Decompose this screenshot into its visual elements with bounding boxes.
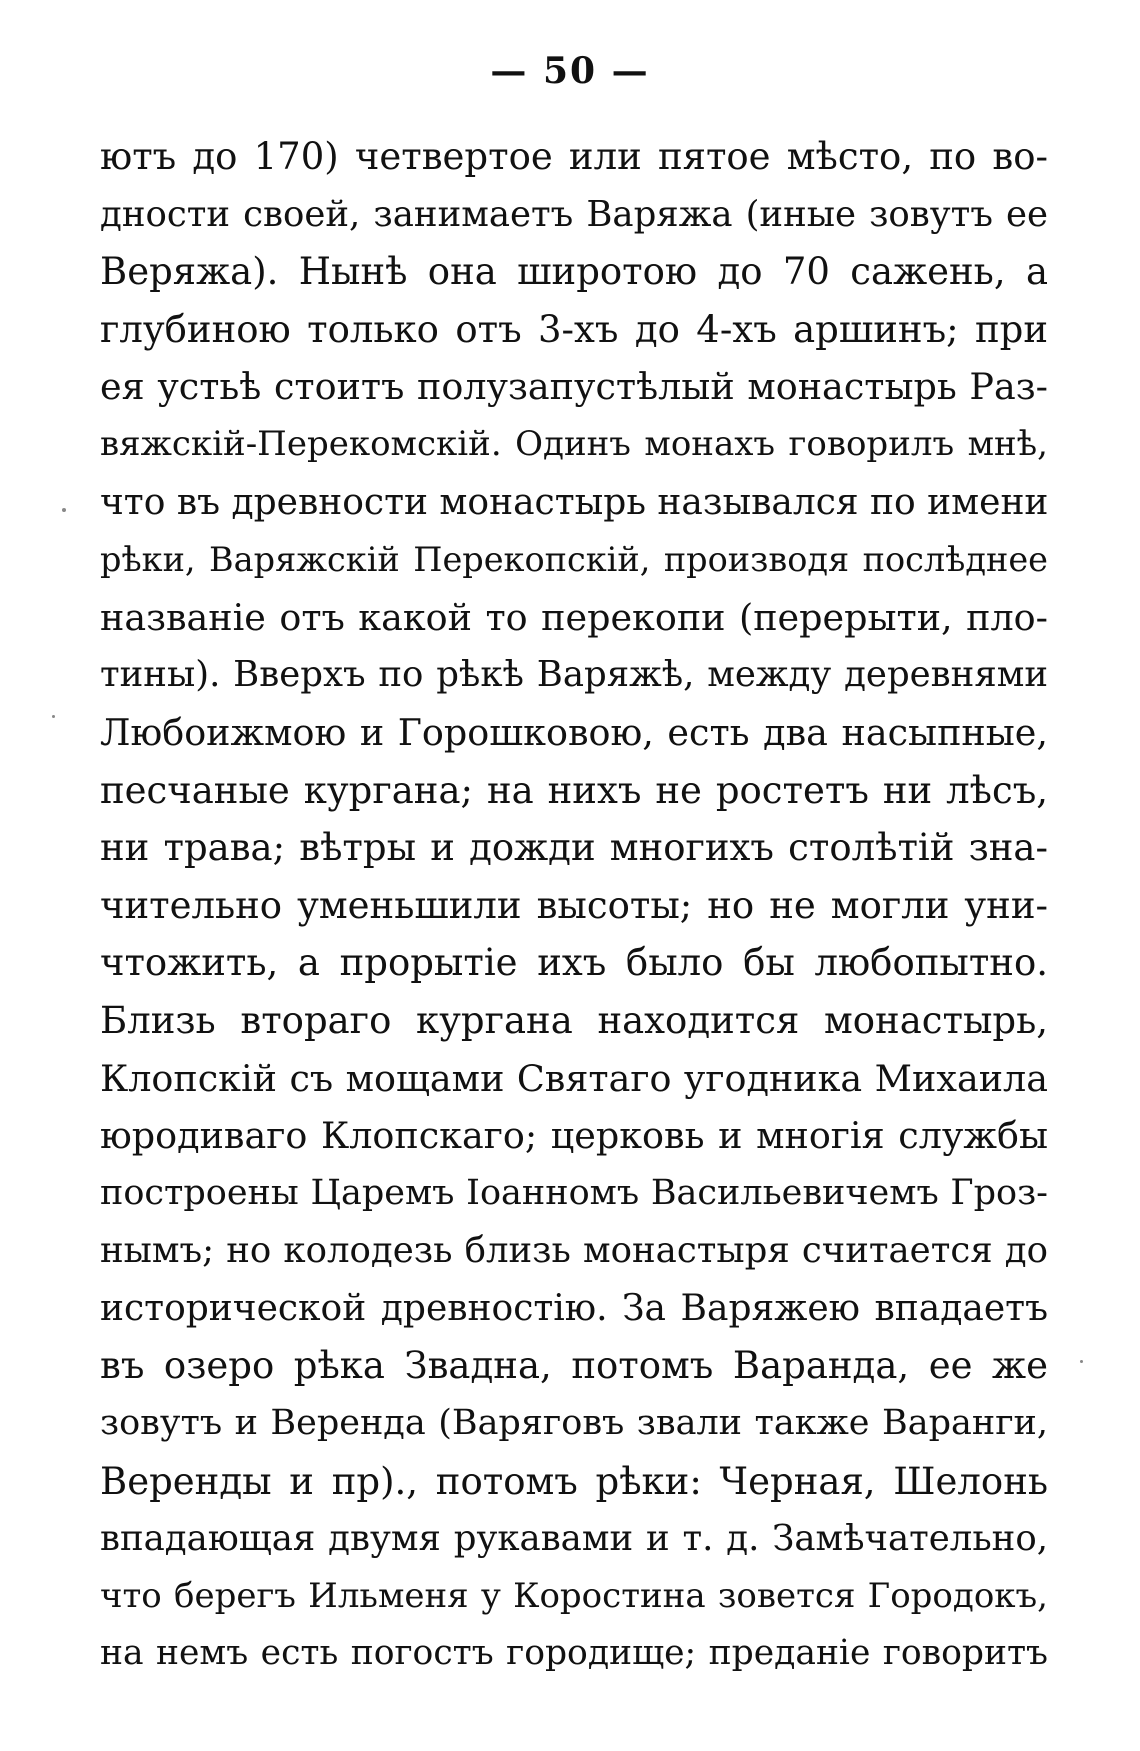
text-line: чтожить, а прорытіе ихъ было бы любопытно. <box>100 941 1048 985</box>
scan-speck <box>62 508 66 512</box>
text-line: юродиваго Клопскаго; церковь и многія службы <box>100 1114 1048 1158</box>
body-text <box>100 128 1048 1683</box>
text-line: Клопскій съ мощами Святаго угодника Михаила <box>100 1056 1048 1100</box>
text-line: Веренды и пр)., потомъ рѣки: Черная, Шелонь <box>100 1459 1048 1503</box>
text-line: на немъ есть погостъ городище; преданіе говоритъ <box>100 1633 1048 1674</box>
text-line: глубиною только отъ 3-хъ до 4-хъ аршинъ; при <box>100 307 1048 351</box>
text-line: Близь втораго кургана находится монастырь, <box>100 998 1048 1042</box>
text-line: вяжскій-Перекомскій. Одинъ монахъ говорилъ мнѣ, <box>100 423 1048 464</box>
text-line: тины). Вверхъ по рѣкѣ Варяжѣ, между деревнями <box>100 654 1048 696</box>
text-line: рѣки, Варяжскій Перекопскій, производя послѣднее <box>100 540 1048 580</box>
page-number: — 50 — <box>490 50 650 92</box>
scan-speck <box>1080 1360 1083 1363</box>
text-line: нымъ; но колодезь близь монастыря считается до <box>100 1230 1048 1272</box>
text-line: чительно уменьшили высоты; но не могли уни- <box>100 883 1048 927</box>
text-line: названіе отъ какой то перекопи (перерыти, пло- <box>100 595 1048 639</box>
text-line: построены Царемъ Іоанномъ Васильевичемъ Гроз- <box>100 1172 1048 1213</box>
text-line: въ озеро рѣка Звадна, потомъ Варанда, ее же <box>100 1344 1048 1388</box>
text-line: впадающая двумя рукавами и т. д. Замѣчательно, <box>100 1518 1048 1560</box>
text-line: что берегъ Ильменя у Коростина зовется Городокъ, <box>100 1575 1048 1616</box>
text-line: Любоижмою и Горошковою, есть два насыпные, <box>100 710 1048 754</box>
text-line: зовутъ и Веренда (Варяговъ звали также Варанги, <box>100 1403 1048 1444</box>
text-line: исторической древностію. За Варяжею впадаетъ <box>100 1287 1048 1329</box>
text-line: ни трава; вѣтры и дожди многихъ столѣтій зна- <box>100 826 1048 870</box>
text-line: дности своей, занимаетъ Варяжа (иные зовутъ ее <box>100 193 1048 235</box>
text-line: ея устьѣ стоитъ полузапустѣлый монастырь Раз- <box>100 365 1048 409</box>
text-line: песчаные кургана; на нихъ не ростетъ ни лѣсъ, <box>100 768 1048 812</box>
text-line: что въ древности монастырь назывался по имени <box>100 481 1048 523</box>
scan-speck <box>52 715 55 718</box>
text-line: Веряжа). Нынѣ она широтою до 70 сажень, а <box>100 250 1048 294</box>
text-line: ютъ до 170) четвертое или пятое мѣсто, по во- <box>100 135 1048 178</box>
